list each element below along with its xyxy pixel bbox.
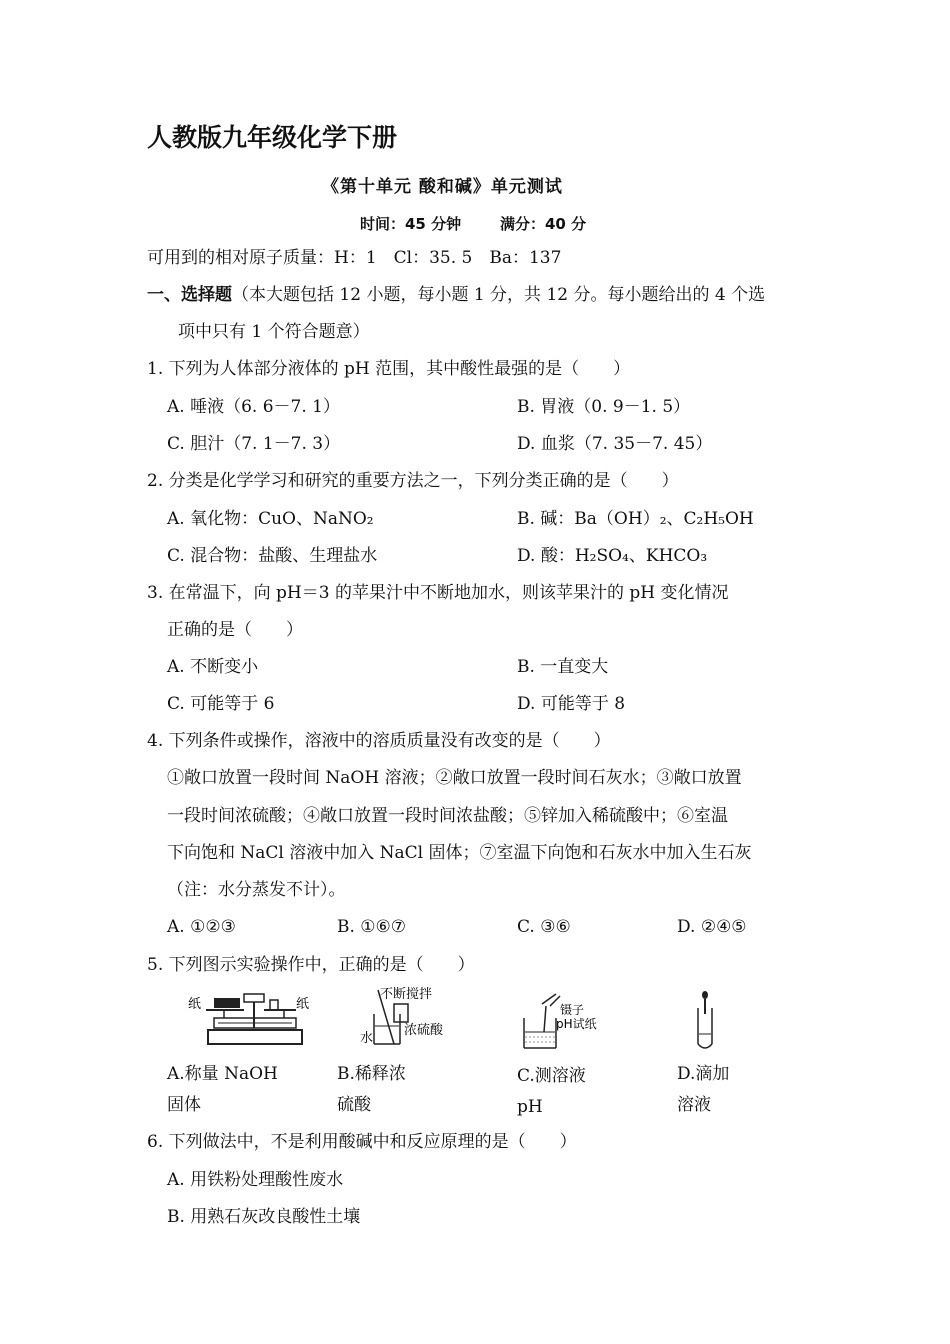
q5-stem: 5. 下列图示实验操作中，正确的是（ ） [147, 955, 475, 975]
q4-option-c: C. ③⑥ [517, 917, 571, 937]
q1-option-a: A. 唾液（6. 6－7. 1） [167, 397, 340, 417]
section-title: 一、选择题 [147, 285, 232, 305]
q3-option-d: D. 可能等于 8 [517, 694, 626, 714]
q3-stem-2: 正确的是（ ） [167, 620, 303, 640]
q4-stem: 4. 下列条件或操作，溶液中的溶质质量没有改变的是（ ） [147, 731, 611, 751]
q5-option-c-1: C.测溶液 [517, 1066, 586, 1086]
fig-b-stir-label: 不断搅拌 [380, 987, 433, 1002]
balance-figure [186, 988, 316, 1048]
time-limit: 时间：45 分钟 [360, 215, 462, 233]
ph-test-figure [520, 992, 610, 1052]
q1-stem: 1. 下列为人体部分液体的 pH 范围，其中酸性最强的是（ ） [147, 359, 631, 379]
q5-option-b-1: B.稀释浓 [337, 1064, 406, 1084]
q6-stem: 6. 下列做法中，不是利用酸碱中和反应原理的是（ ） [147, 1132, 577, 1152]
q5-option-a-2: 固体 [167, 1095, 201, 1115]
full-score: 满分：40 分 [500, 215, 587, 233]
q6-option-b: B. 用熟石灰改良酸性土壤 [167, 1207, 361, 1227]
fig-a-left-label: 纸 [188, 997, 202, 1012]
dilution-figure [360, 984, 460, 1046]
q2-option-a: A. 氧化物：CuO、NaNO₂ [167, 509, 374, 529]
section-heading [147, 285, 765, 305]
q6-option-a: A. 用铁粉处理酸性废水 [167, 1170, 344, 1190]
q3-option-c: C. 可能等于 6 [167, 694, 275, 714]
fig-b-water-label: 水 [360, 1031, 374, 1046]
q1-option-d: D. 血浆（7. 35－7. 45） [517, 434, 713, 454]
q3-stem-1: 3. 在常温下，向 pH＝3 的苹果汁中不断地加水，则该苹果汁的 pH 变化情况 [147, 583, 729, 603]
q2-option-c: C. 混合物：盐酸、生理盐水 [167, 546, 378, 566]
fig-a-right-label: 纸 [296, 997, 310, 1012]
q4-option-a: A. ①②③ [167, 917, 236, 937]
fig-c-paper-label: pH试纸 [556, 1017, 597, 1031]
q4-body-2: 一段时间浓硫酸；④敞口放置一段时间浓盐酸；⑤锌加入稀硫酸中；⑥室温 [167, 806, 728, 826]
q2-stem: 2. 分类是化学学习和研究的重要方法之一，下列分类正确的是（ ） [147, 471, 679, 491]
q1-option-b: B. 胃液（0. 9－1. 5） [517, 397, 691, 417]
q4-body-1: ①敞口放置一段时间 NaOH 溶液；②敞口放置一段时间石灰水；③敞口放置 [167, 768, 742, 788]
section-desc-1: （本大题包括 12 小题，每小题 1 分，共 12 分。每小题给出的 4 个选 [232, 285, 766, 305]
q1-option-c: C. 胆汁（7. 1－7. 3） [167, 434, 341, 454]
q4-option-b: B. ①⑥⑦ [337, 917, 407, 937]
fig-c-tweezers-label: 镊子 [560, 1003, 585, 1017]
fig-b-acid-label: 浓硫酸 [404, 1023, 444, 1038]
q5-option-d-1: D.滴加 [677, 1064, 730, 1084]
q5-option-b-2: 硫酸 [337, 1095, 371, 1115]
q4-body-3: 下向饱和 NaCl 溶液中加入 NaCl 固体；⑦室温下向饱和石灰水中加入生石灰 [167, 843, 752, 863]
q4-body-4: （注：水分蒸发不计）。 [167, 880, 346, 900]
section-desc-2: 项中只有 1 个符合题意） [178, 322, 370, 342]
doc-title: 人教版九年级化学下册 [147, 123, 398, 152]
q4-option-d: D. ②④⑤ [677, 917, 747, 937]
atomic-masses: 可用到的相对原子质量：H：1 Cl：35. 5 Ba：137 [147, 248, 562, 268]
q5-option-d-2: 溶液 [677, 1095, 711, 1115]
q5-option-a-1: A.称量 NaOH [167, 1064, 278, 1084]
doc-subtitle: 《第十单元 酸和碱》单元测试 [322, 177, 563, 197]
q2-option-b: B. 碱：Ba（OH）₂、C₂H₅OH [517, 509, 754, 529]
q3-option-b: B. 一直变大 [517, 657, 609, 677]
q2-option-d: D. 酸：H₂SO₄、KHCO₃ [517, 546, 708, 566]
q3-option-a: A. 不断变小 [167, 657, 259, 677]
q5-option-c-2: pH [517, 1097, 543, 1117]
dropper-figure [690, 990, 720, 1052]
